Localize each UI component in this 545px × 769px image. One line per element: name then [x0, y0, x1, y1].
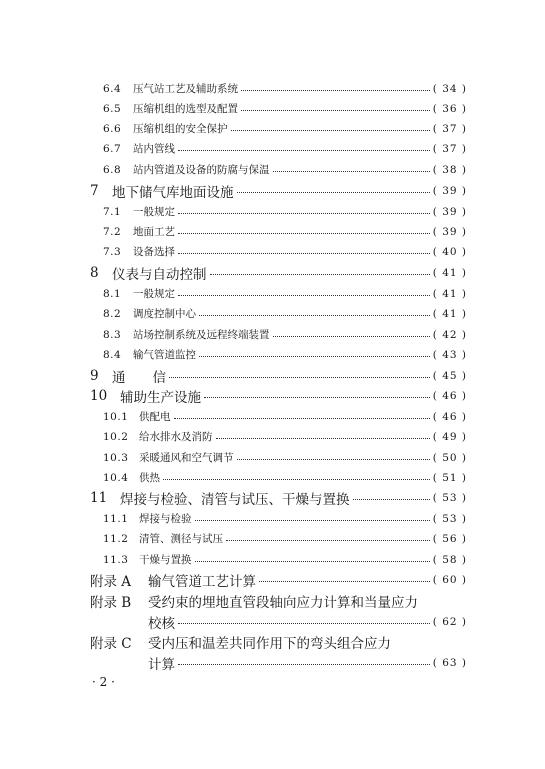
- page-number: ( 58 ): [432, 553, 467, 566]
- page-number: ( 46 ): [432, 410, 467, 423]
- page-number: ( 34 ): [432, 82, 467, 95]
- section-number: 6.7: [103, 142, 122, 155]
- leader-dots: [353, 499, 430, 500]
- toc-entry: [0, 201, 545, 222]
- leader-dots: [237, 459, 430, 460]
- chapter-title: 仪表与自动控制: [112, 266, 207, 283]
- section-number: 8.1: [103, 287, 122, 300]
- page-number: ( 39 ): [432, 225, 467, 238]
- section-title: 站内管线: [133, 143, 175, 155]
- section-title: 清管、测径与试压: [139, 533, 223, 545]
- page-number: ( 50 ): [432, 451, 467, 464]
- chapter-number: 10: [90, 387, 108, 404]
- leader-dots: [195, 561, 430, 562]
- leader-dots: [241, 90, 430, 91]
- section-number: 10.4: [103, 471, 129, 484]
- section-number: 11.3: [103, 553, 129, 566]
- toc-entry: [0, 549, 545, 570]
- section-title: 采暖通风和空气调节: [139, 452, 234, 464]
- appendix-label: 附录 B: [90, 594, 132, 611]
- section-number: 6.6: [103, 122, 122, 135]
- leader-dots: [210, 274, 430, 275]
- toc-entry: [0, 78, 545, 99]
- leader-dots: [178, 623, 430, 624]
- section-number: 8.4: [103, 348, 122, 361]
- section-title: 供热: [139, 472, 160, 484]
- page-number: ( 53 ): [432, 491, 467, 504]
- toc-entry: [0, 118, 545, 139]
- section-number: 8.3: [103, 328, 122, 341]
- leader-dots: [204, 397, 430, 398]
- leader-dots: [226, 540, 430, 541]
- appendix-title-continued: 校核: [148, 615, 175, 632]
- section-number: 6.4: [103, 82, 122, 95]
- chapter-title: 焊接与检验、清管与试压、干燥与置换: [120, 491, 350, 508]
- page-number: ( 39 ): [432, 184, 467, 197]
- leader-dots: [178, 150, 430, 151]
- leader-dots: [178, 213, 430, 214]
- section-title: 焊接与检验: [139, 513, 192, 525]
- page-number: ( 45 ): [432, 369, 467, 382]
- chapter-number: 9: [90, 367, 99, 384]
- leader-dots: [237, 192, 430, 193]
- leader-dots: [259, 581, 430, 582]
- chapter-title: 通 信: [112, 369, 166, 386]
- section-number: 11.2: [103, 532, 129, 545]
- appendix-title: 受内压和温差共同作用下的弯头组合应力: [148, 635, 391, 652]
- leader-dots: [174, 418, 430, 419]
- section-title: 压气站工艺及辅助系统: [133, 83, 238, 95]
- section-number: 10.1: [103, 410, 129, 423]
- chapter-title: 地下储气库地面设施: [112, 184, 234, 201]
- page-number: ( 62 ): [432, 615, 467, 628]
- section-number: 7.2: [103, 225, 122, 238]
- page-number: ( 53 ): [432, 512, 467, 525]
- section-number: 6.5: [103, 102, 122, 115]
- toc-entry: [0, 467, 545, 488]
- leader-dots: [163, 479, 430, 480]
- toc-entry: [0, 447, 545, 468]
- section-title: 压缩机组的选型及配置: [133, 103, 238, 115]
- section-title: 一般规定: [133, 206, 175, 218]
- chapter-number: 7: [90, 182, 99, 199]
- toc-entry: [0, 303, 545, 324]
- leader-dots: [195, 520, 430, 521]
- chapter-number: 8: [90, 264, 99, 281]
- appendix-label: 附录 A: [90, 573, 132, 590]
- toc-entry: [0, 159, 545, 180]
- toc-chapter: [0, 385, 545, 406]
- page-number: ( 60 ): [432, 573, 467, 586]
- section-number: 6.8: [103, 163, 122, 176]
- page-number: ( 41 ): [432, 307, 467, 320]
- toc-entry: [0, 528, 545, 549]
- page-number: ( 39 ): [432, 205, 467, 218]
- page-number: ( 49 ): [432, 430, 467, 443]
- page-number: ( 36 ): [432, 102, 467, 115]
- toc-entry: [0, 324, 545, 345]
- page-number: ( 38 ): [432, 163, 467, 176]
- page-number: ( 40 ): [432, 245, 467, 258]
- section-number: 11.1: [103, 512, 129, 525]
- toc-entry: [0, 241, 545, 262]
- section-title: 压缩机组的安全保护: [133, 123, 228, 135]
- toc-appendix-continuation: [0, 652, 545, 673]
- leader-dots: [273, 336, 430, 337]
- section-title: 调度控制中心: [133, 308, 196, 320]
- section-number: 8.2: [103, 307, 122, 320]
- toc-entry: [0, 98, 545, 119]
- section-title: 站内管道及设备的防腐与保温: [133, 164, 270, 176]
- toc-appendix: [0, 590, 545, 611]
- chapter-title: 辅助生产设施: [120, 389, 201, 406]
- toc-entry: [0, 508, 545, 529]
- section-title: 一般规定: [133, 288, 175, 300]
- section-title: 干燥与置换: [139, 554, 192, 566]
- section-number: 7.3: [103, 245, 122, 258]
- toc-chapter: [0, 180, 545, 201]
- page-number: ( 56 ): [432, 532, 467, 545]
- leader-dots: [273, 171, 430, 172]
- leader-dots: [199, 356, 430, 357]
- toc-appendix: [0, 569, 545, 590]
- page-number: ( 43 ): [432, 348, 467, 361]
- appendix-label: 附录 C: [90, 635, 132, 652]
- section-title: 站场控制系统及远程终端装置: [133, 329, 270, 341]
- leader-dots: [231, 130, 430, 131]
- page-number: ( 63 ): [432, 656, 467, 669]
- page-number-footer: · 2 ·: [92, 675, 115, 689]
- section-title: 给水排水及消防: [139, 431, 213, 443]
- section-number: 10.3: [103, 451, 129, 464]
- toc-entry: [0, 344, 545, 365]
- section-title: 设备选择: [133, 246, 175, 258]
- section-number: 10.2: [103, 430, 129, 443]
- toc-entry: [0, 283, 545, 304]
- page-number: ( 37 ): [432, 122, 467, 135]
- leader-dots: [216, 438, 430, 439]
- toc-chapter: [0, 487, 545, 508]
- appendix-title: 输气管道工艺计算: [148, 573, 256, 590]
- page-number: ( 51 ): [432, 471, 467, 484]
- leader-dots: [178, 664, 430, 665]
- leader-dots: [178, 233, 430, 234]
- page-number: ( 41 ): [432, 287, 467, 300]
- leader-dots: [169, 377, 430, 378]
- section-title: 输气管道监控: [133, 349, 196, 361]
- toc-entry: [0, 406, 545, 427]
- leader-dots: [178, 253, 430, 254]
- section-number: 7.1: [103, 205, 122, 218]
- page-number: ( 42 ): [432, 328, 467, 341]
- chapter-number: 11: [90, 489, 108, 506]
- leader-dots: [178, 295, 430, 296]
- toc-entry: [0, 221, 545, 242]
- toc-appendix-continuation: [0, 611, 545, 632]
- section-title: 供配电: [139, 411, 171, 423]
- leader-dots: [241, 110, 430, 111]
- appendix-title-continued: 计算: [148, 656, 175, 673]
- page-number: ( 41 ): [432, 266, 467, 279]
- toc-chapter: [0, 365, 545, 386]
- toc-appendix: [0, 631, 545, 652]
- page-number: ( 37 ): [432, 142, 467, 155]
- page-number: ( 46 ): [432, 389, 467, 402]
- leader-dots: [199, 315, 430, 316]
- toc-entry: [0, 426, 545, 447]
- toc-chapter: [0, 262, 545, 283]
- appendix-title: 受约束的埋地直管段轴向应力计算和当量应力: [148, 594, 418, 611]
- toc-entry: [0, 138, 545, 159]
- section-title: 地面工艺: [133, 226, 175, 238]
